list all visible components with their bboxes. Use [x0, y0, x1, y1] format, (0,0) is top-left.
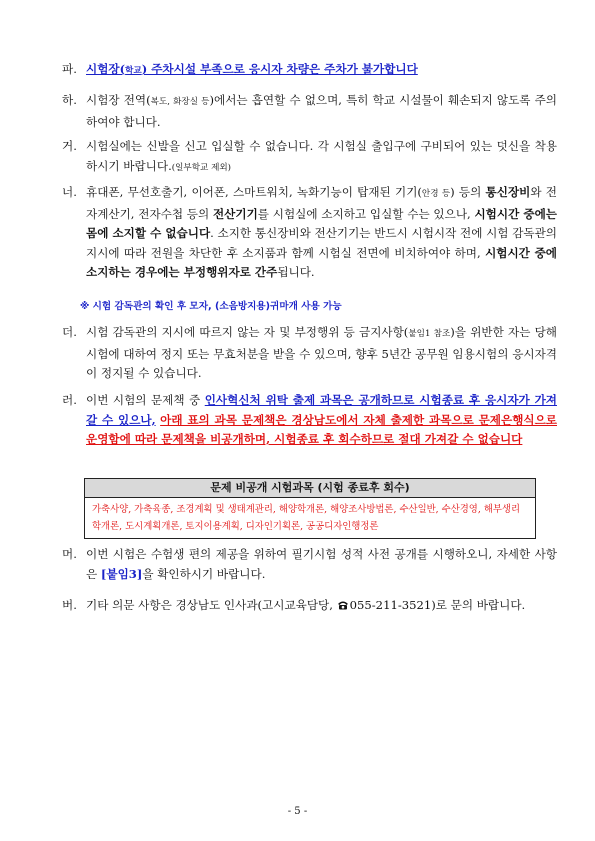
item-beo [62, 596, 557, 617]
score-disclosure-notice: 이번 시험은 수험생 편의 제공을 위하여 필기시험 성적 사전 공개를 시행하오니, 자세한 사항은 [붙임3]을 확인하시기 바랍니다. [86, 547, 557, 581]
smoking-notice: 시험장 전역(복도, 화장실 등)에서는 흡연할 수 없으며, 특히 학교 시설물이 훼손되지 않도록 주의하여야 합니다. [86, 93, 557, 129]
item-meo [62, 545, 557, 584]
item-marker: 파. [62, 62, 77, 76]
item-ha [62, 91, 557, 132]
item-marker: 더. [62, 325, 77, 339]
item-pa [62, 60, 557, 82]
page-number: - 5 - [287, 806, 308, 817]
item-reo [62, 391, 557, 450]
contact-notice: 기타 의문 사항은 경상남도 인사과(고시교육담당, 055-211-3521)로 문의 바랍니다. [86, 596, 557, 617]
item-neo [62, 183, 557, 283]
devices-notice: 휴대폰, 무선호출기, 이어폰, 스마트워치, 녹화기능이 탑재된 기기(안경 등) 등의 통신장비와 전자계산기, 전자수첩 등의 전산기기를 시험실에 소지하고 입실할 수는 있으나, 시험시간 중에는 몸에 소지할 수 없습니다. 소지한 통신장비와 전산기기는 반드시 시험시작 전에 시험 감독관의 지시에 따라 전원을 차단한 후 소지품과 함께 시험실 전면에 비치하여야 하며, 시험시간 중에 소지하는 경우에는 부정행위자로 간주됩니다. [86, 185, 558, 279]
attachment3-link: [붙임3] [100, 566, 143, 581]
violation-notice: 시험 감독관의 지시에 따르지 않는 자 및 부정행위 등 금지사항(붙임1 참조)을 위반한 자는 당해 시험에 대하여 정지 또는 무효처분을 받을 수 있으며, 향후 5년간 공무원 임용시험의 응시자격이 정지될 수 있습니다. [86, 325, 558, 380]
item-marker: 러. [62, 393, 77, 407]
item-geo [62, 137, 557, 178]
earplug-note: ※ 시험 감독관의 확인 후 모자, (소음방지용)귀마개 사용 가능 [80, 301, 342, 312]
item-marker: 너. [62, 185, 77, 199]
table-header: 문제 비공개 시험과목 (시험 종료후 회수) [85, 479, 535, 498]
phone-icon [337, 597, 349, 617]
parking-notice: 시험장(학교) 주차시설 부족으로 응시자 차량은 주차가 불가합니다 [86, 62, 418, 76]
question-booklet-notice: 이번 시험의 문제책 중 인사혁신처 위탁 출제 과목은 공개하므로 시험종료 후 응시자가 가져갈 수 있으나, 아래 표의 과목 문제책은 경상남도에서 자체 출제한 과목으로 문제은행식으로 운영함에 따라 문제책을 비공개하며, 시험종료 후 회수하므로 절대 가져갈 수 없습니다 [86, 393, 557, 446]
item-deo [62, 323, 557, 384]
item-marker: 하. [62, 93, 77, 107]
table-subjects: 가축사양, 가축육종, 조경계획 및 생태계관리, 해양학개론, 해양조사방법론, 수산일반, 수산경영, 해부생리학개론, 도시계획개론, 토지이용계획, 디자인기획론, 공공디자인행정론 [92, 504, 521, 532]
item-marker: 버. [62, 598, 77, 612]
item-marker: 거. [62, 139, 77, 153]
shoes-notice: 시험실에는 신발을 신고 입실할 수 없습니다. 각 시험실 출입구에 구비되어 있는 덧신을 착용하시기 바랍니다.(일부학교 제외) [86, 139, 557, 173]
item-marker: 머. [62, 547, 77, 561]
nondisclosed-subjects-table [84, 478, 536, 539]
